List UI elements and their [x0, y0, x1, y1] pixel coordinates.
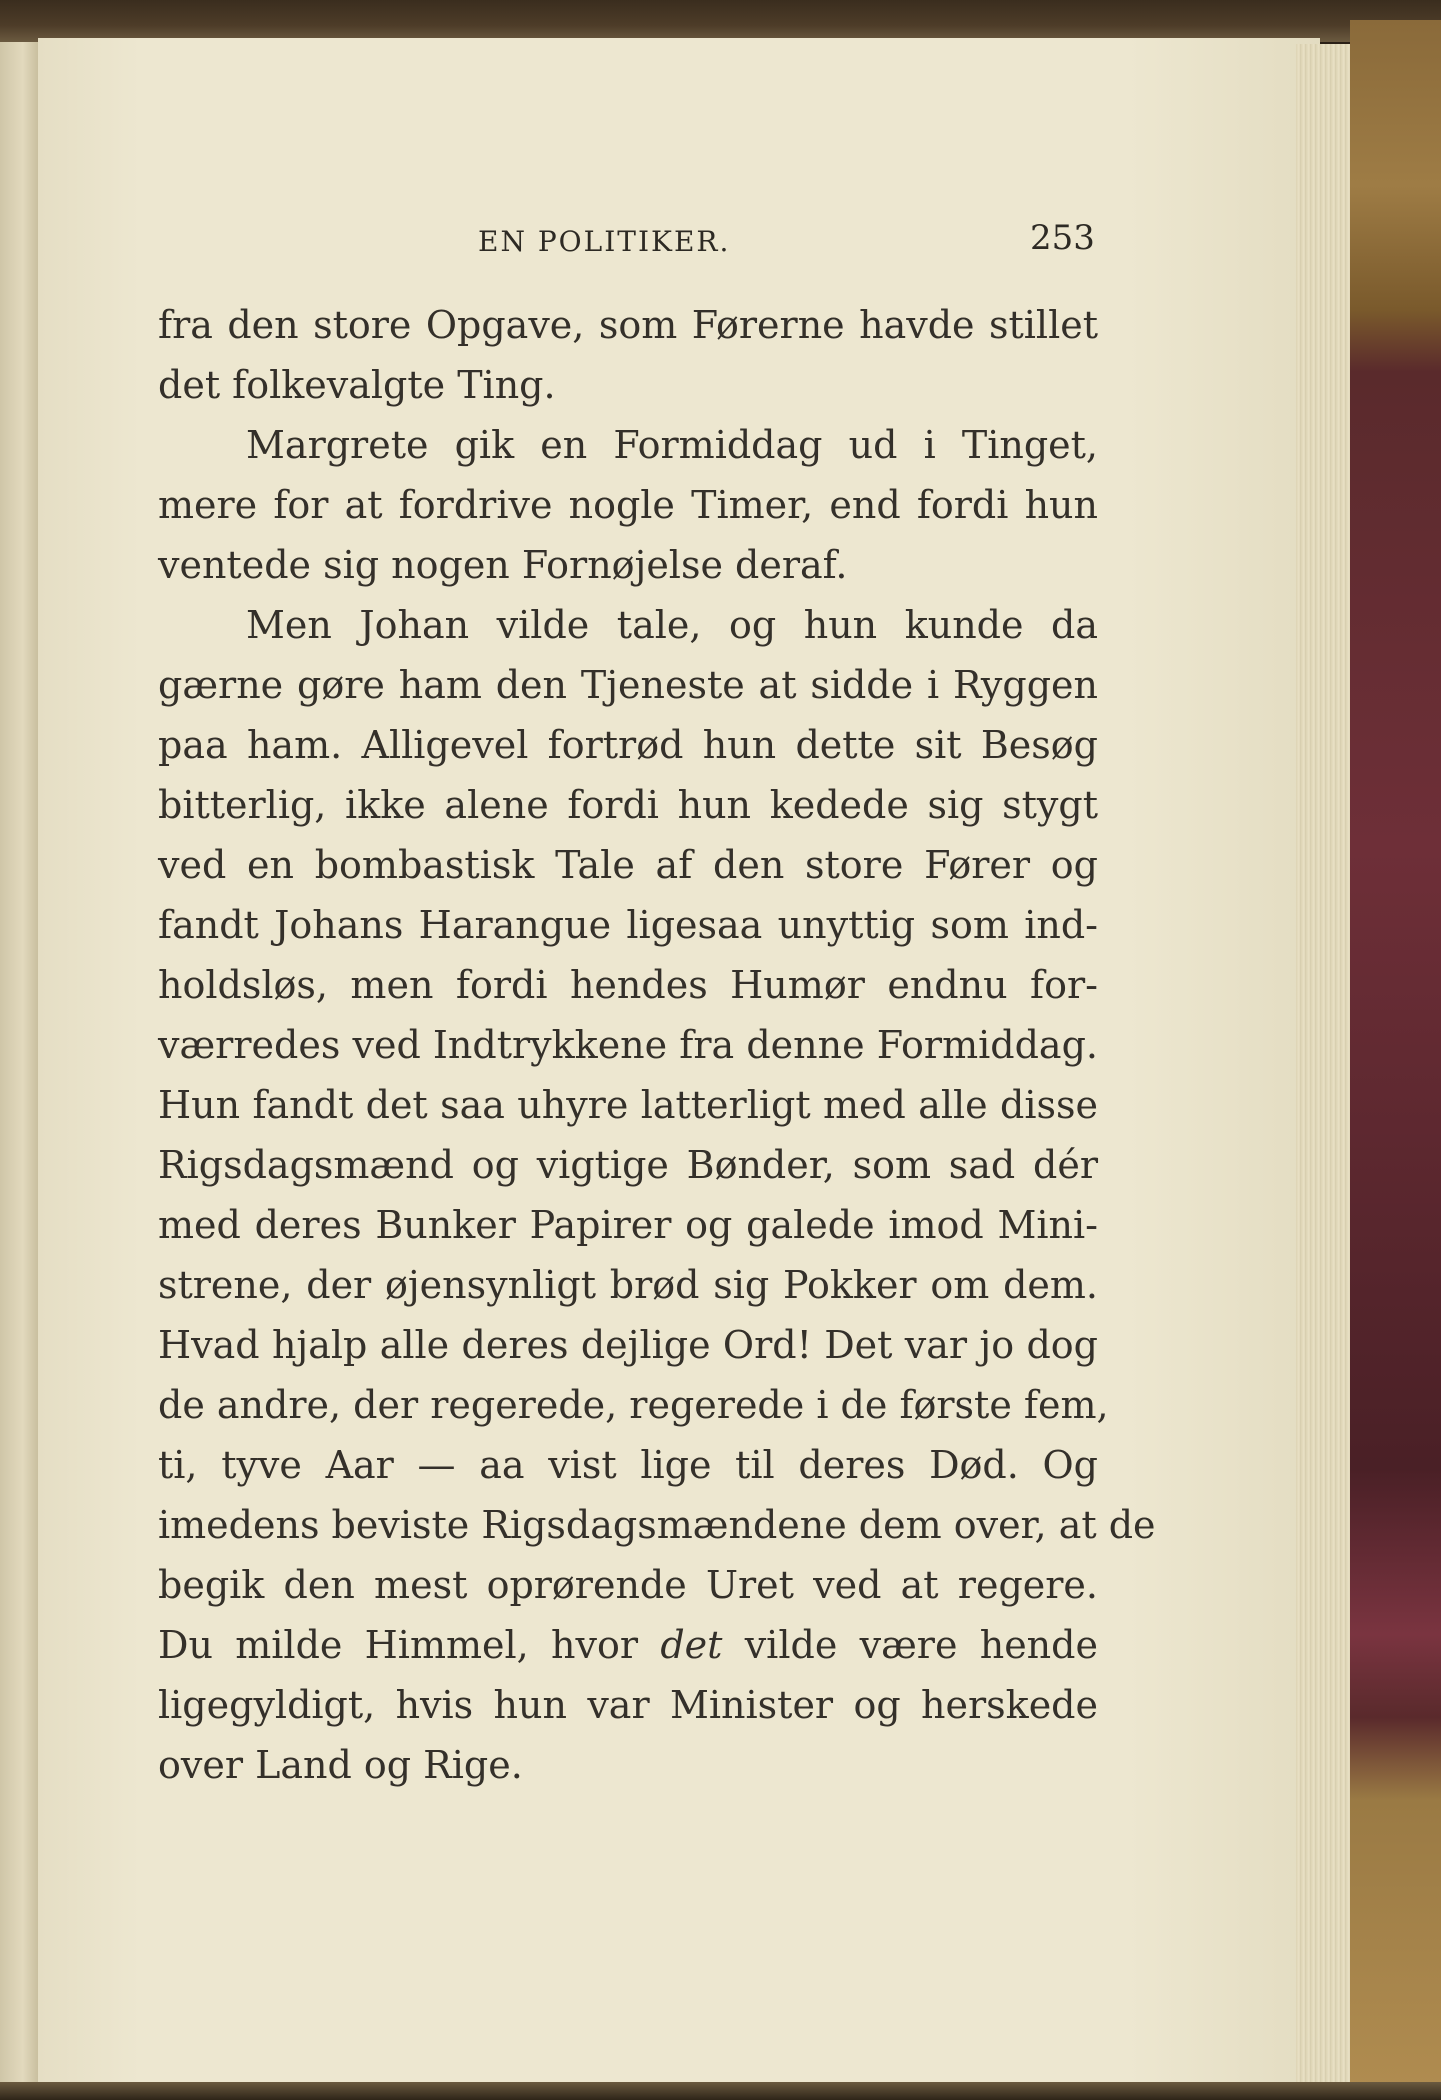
text-line: imedens beviste Rigsdagsmændene dem over, at de [158, 1503, 1156, 1547]
text-line: Hun fandt det saa uhyre latterligt med alle disse [158, 1083, 1098, 1127]
text-line: det folkevalgte Ting. [158, 363, 556, 407]
book-top-edge [0, 0, 1441, 42]
text-line: ventede sig nogen Fornøjelse deraf. [158, 543, 848, 587]
text-line: over Land og Rige. [158, 1743, 523, 1787]
marbled-cover [1350, 20, 1441, 2090]
text-line: strene, der øjensynligt brød sig Pokker om dem. [158, 1263, 1098, 1307]
text-line: Margrete gik en Formiddag ud i Tinget, [246, 423, 1098, 467]
text-line: med deres Bunker Papirer og galede imod Mini- [158, 1203, 1098, 1247]
book-bottom-edge [0, 2082, 1441, 2100]
text-line: paa ham. Alligevel fortrød hun dette sit Besøg [158, 723, 1098, 767]
text-line: bitterlig, ikke alene fordi hun kedede sig stygt [158, 783, 1098, 827]
page-number: 253 [1030, 218, 1095, 258]
facing-page-edge [0, 0, 38, 2100]
text-line: mere for at fordrive nogle Timer, end fordi hun [158, 483, 1098, 527]
text-line: gærne gøre ham den Tjeneste at sidde i Ryggen [158, 663, 1098, 707]
page-block-edge [1296, 44, 1350, 2084]
text-line: værredes ved Indtrykkene fra denne Formiddag. [158, 1023, 1098, 1067]
text-line: Hvad hjalp alle deres dejlige Ord! Det var jo dog [158, 1323, 1098, 1367]
running-title: EN POLITIKER. [478, 225, 731, 258]
text-line: Rigsdagsmænd og vigtige Bønder, som sad dér [158, 1143, 1098, 1187]
text-line: ti, tyve Aar — aa vist lige til deres Død. Og [158, 1443, 1098, 1487]
text-line: ligegyldigt, hvis hun var Minister og herskede [158, 1683, 1098, 1727]
text-line: de andre, der regerede, regerede i de første fem, [158, 1383, 1109, 1427]
text-line: holdsløs, men fordi hendes Humør endnu for- [158, 963, 1098, 1007]
text-line: Du milde Himmel, hvor det vilde være hende [158, 1623, 1098, 1667]
text-line: fandt Johans Harangue ligesaa unyttig som ind- [158, 903, 1098, 947]
text-line: fra den store Opgave, som Førerne havde stillet [158, 303, 1098, 347]
text-line: begik den mest oprørende Uret ved at regere. [158, 1563, 1098, 1607]
text-line: ved en bombastisk Tale af den store Fører og [158, 843, 1098, 887]
emphasized-word: det [660, 1623, 723, 1667]
text-line: Men Johan vilde tale, og hun kunde da [246, 603, 1098, 647]
